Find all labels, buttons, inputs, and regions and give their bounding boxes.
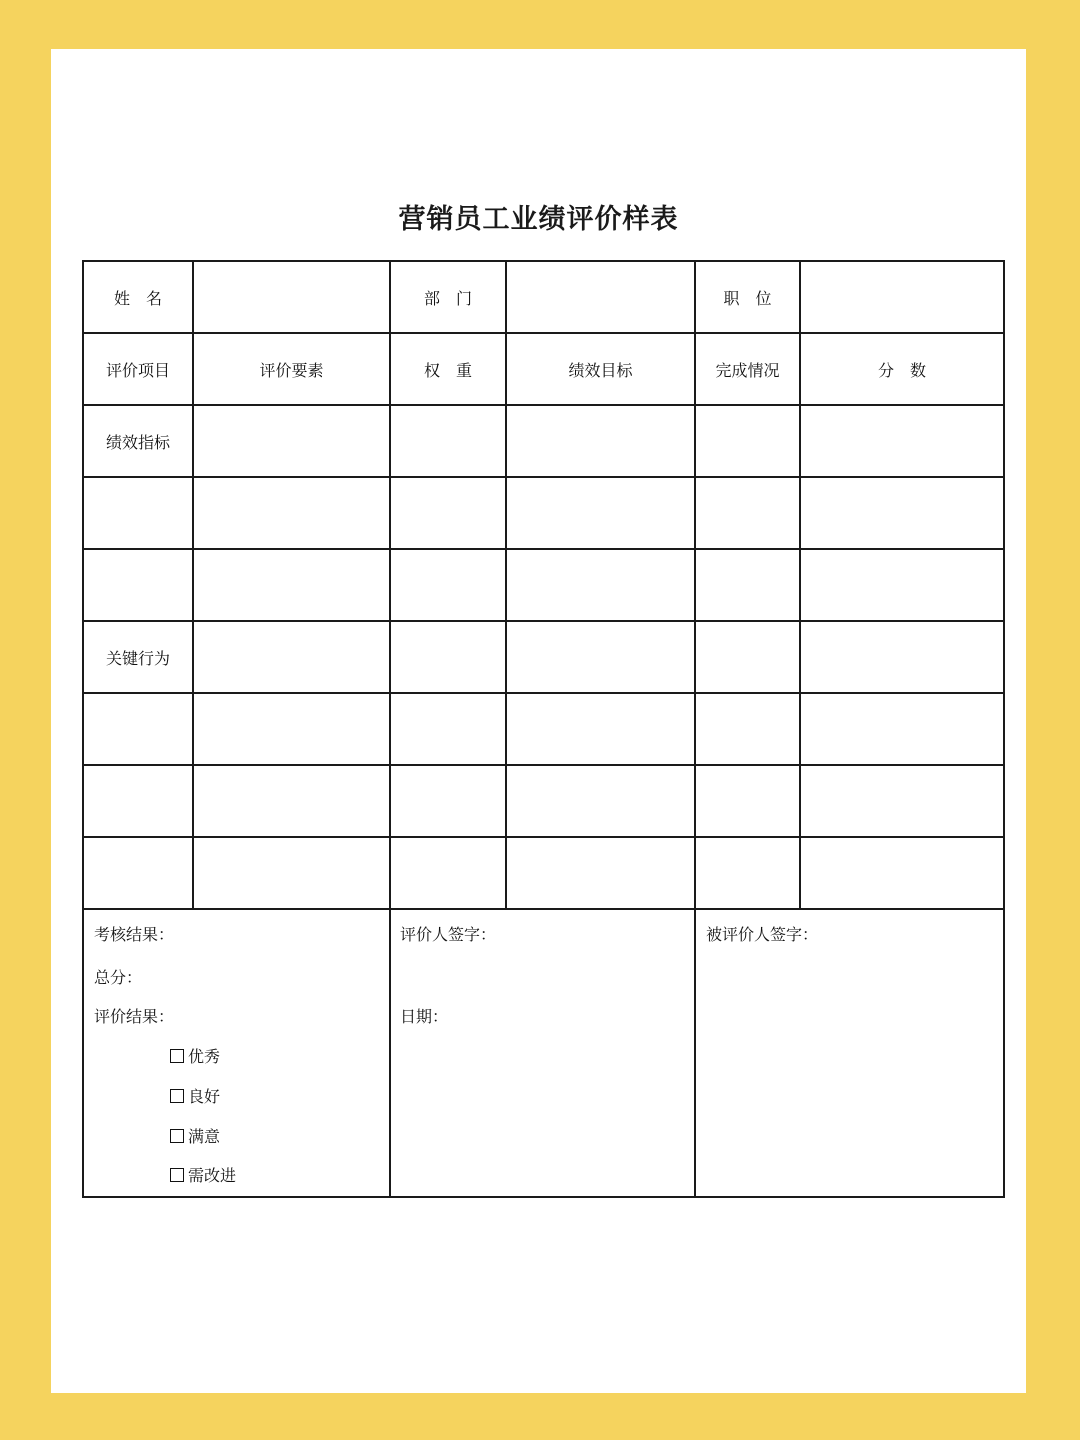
table-cell[interactable]: [506, 693, 695, 765]
option-excellent[interactable]: [170, 1044, 220, 1067]
option-label: 优秀: [188, 1047, 221, 1066]
table-row: [83, 837, 1004, 909]
table-cell[interactable]: [390, 549, 506, 621]
evaluation-table: [82, 260, 1005, 1198]
result-label: 考核结果：: [94, 925, 175, 944]
table-row: [83, 405, 1004, 477]
table-cell[interactable]: [506, 549, 695, 621]
table-cell[interactable]: [695, 549, 800, 621]
checkbox-icon[interactable]: [170, 1089, 184, 1103]
name-label: 姓 名: [83, 261, 193, 333]
column-header-completion: 完成情况: [695, 333, 800, 405]
document-page: [51, 49, 1026, 1393]
row-label-behavior: 关键行为: [83, 621, 193, 693]
column-header-weight: 权 重: [390, 333, 506, 405]
dept-label: 部 门: [390, 261, 506, 333]
table-cell[interactable]: [506, 405, 695, 477]
table-cell[interactable]: [390, 405, 506, 477]
table-cell[interactable]: [800, 477, 1004, 549]
table-cell[interactable]: [390, 765, 506, 837]
table-cell[interactable]: [83, 477, 193, 549]
table-row: [83, 549, 1004, 621]
table-cell[interactable]: [695, 765, 800, 837]
column-header-target: 绩效目标: [506, 333, 695, 405]
dept-field[interactable]: [506, 261, 695, 333]
table-cell[interactable]: [83, 693, 193, 765]
table-cell[interactable]: [83, 765, 193, 837]
table-cell[interactable]: [800, 693, 1004, 765]
position-field[interactable]: [800, 261, 1004, 333]
total-label: 总分：: [94, 968, 143, 987]
table-cell[interactable]: [193, 549, 390, 621]
checkbox-icon[interactable]: [170, 1129, 184, 1143]
date-label: 日期：: [400, 1007, 449, 1026]
option-label: 良好: [188, 1087, 221, 1106]
table-cell[interactable]: [193, 693, 390, 765]
table-cell[interactable]: [800, 765, 1004, 837]
table-cell[interactable]: [695, 477, 800, 549]
table-row: [83, 333, 1004, 405]
row-label-performance: 绩效指标: [83, 405, 193, 477]
table-cell[interactable]: [695, 405, 800, 477]
evaluation-label: 评价结果：: [94, 1007, 175, 1026]
table-cell[interactable]: [390, 621, 506, 693]
table-cell[interactable]: [800, 837, 1004, 909]
option-label: 需改进: [188, 1166, 237, 1185]
table-cell[interactable]: [193, 837, 390, 909]
evaluatee-sign-label: 被评价人签字：: [706, 925, 819, 944]
table-cell[interactable]: [695, 621, 800, 693]
option-good[interactable]: [170, 1084, 220, 1107]
evaluatee-section[interactable]: [695, 909, 1004, 1197]
table-cell[interactable]: [506, 837, 695, 909]
checkbox-icon[interactable]: [170, 1049, 184, 1063]
table-cell[interactable]: [193, 405, 390, 477]
table-cell[interactable]: [390, 837, 506, 909]
table-row: [83, 765, 1004, 837]
column-header-element: 评价要素: [193, 333, 390, 405]
table-cell[interactable]: [800, 549, 1004, 621]
footer-row: [83, 909, 1004, 1197]
table-cell[interactable]: [506, 477, 695, 549]
evaluator-section[interactable]: [390, 909, 695, 1197]
table-cell[interactable]: [193, 477, 390, 549]
table-cell[interactable]: [83, 837, 193, 909]
table-cell[interactable]: [800, 621, 1004, 693]
table-cell[interactable]: [193, 621, 390, 693]
option-needs-improvement[interactable]: [170, 1163, 236, 1186]
option-label: 满意: [188, 1127, 221, 1146]
option-satisfactory[interactable]: [170, 1124, 220, 1147]
column-header-item: 评价项目: [83, 333, 193, 405]
table-cell[interactable]: [695, 693, 800, 765]
result-section: [83, 909, 390, 1197]
table-cell[interactable]: [390, 693, 506, 765]
table-row: [83, 621, 1004, 693]
name-field[interactable]: [193, 261, 390, 333]
column-header-score: 分 数: [800, 333, 1004, 405]
table-cell[interactable]: [193, 765, 390, 837]
evaluator-sign-label: 评价人签字：: [400, 925, 497, 944]
table-row: [83, 693, 1004, 765]
table-cell[interactable]: [506, 621, 695, 693]
table-row: [83, 261, 1004, 333]
position-label: 职 位: [695, 261, 800, 333]
checkbox-icon[interactable]: [170, 1168, 184, 1182]
table-cell[interactable]: [506, 765, 695, 837]
table-cell[interactable]: [83, 549, 193, 621]
form-title: 营销员工业绩评价样表: [398, 204, 679, 235]
table-cell[interactable]: [800, 405, 1004, 477]
table-cell[interactable]: [695, 837, 800, 909]
table-row: [83, 477, 1004, 549]
table-cell[interactable]: [390, 477, 506, 549]
